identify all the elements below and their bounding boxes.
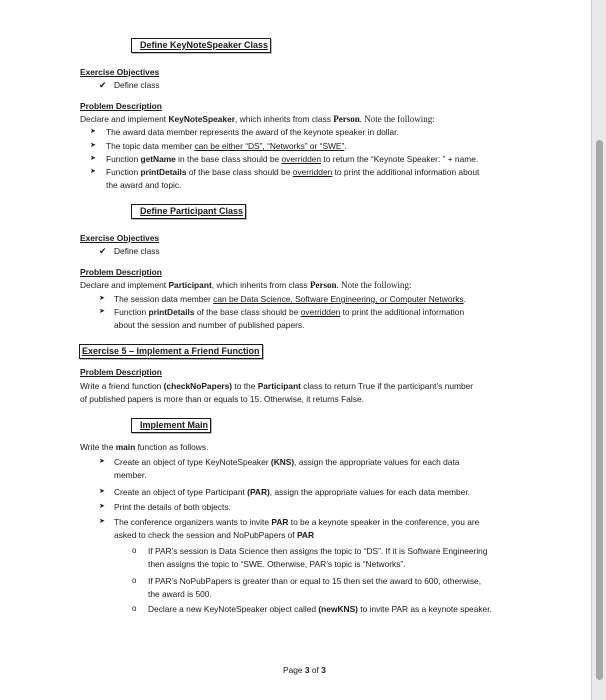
main-bullet-create-kns: Create an object of type KeyNoteSpeaker (KNS), assign the appropriate values for each data (114, 457, 460, 467)
scrollbar-thumb[interactable] (596, 140, 603, 680)
keynote-bullet-award: The award data member represents the award of the keynote speaker in dollar. (106, 127, 399, 137)
checkmark-icon: ✔ (99, 80, 107, 90)
keynote-description: Declare and implement KeyNoteSpeaker, which inherits from class Person. Note the following: (80, 114, 435, 124)
keynote-bullet-printdetails-cont: the award and topic. (106, 180, 182, 190)
main-bullet-print-details: Print the details of both objects. (114, 502, 231, 512)
heading-keynote-class: Define KeyNoteSpeaker Class (131, 38, 271, 53)
participant-bullet-session: The session data member can be Data Science, Software Engineering, or Computer Networks. (114, 294, 466, 304)
circle-bullet-icon: o (132, 604, 137, 613)
heading-participant-class: Define Participant Class (131, 204, 246, 219)
circle-bullet-icon: o (132, 546, 137, 555)
keynote-bullet-printdetails: Function printDetails of the base class should be overridden to print the additional information about (106, 167, 480, 177)
main-sub-award-cont: the award is 500. (148, 589, 212, 599)
keynote-bullet-getname: Function getName in the base class should be overridden to return the “Keynote Speaker: ” + name. (106, 154, 479, 164)
arrow-bullet-icon: ➤ (99, 458, 105, 465)
participant-problem-description-label: Problem Description (80, 267, 162, 277)
main-bullet-invite-cont: asked to check the session and NoPubPapers of PAR (114, 530, 315, 540)
keynote-objective-define-class: Define class (114, 80, 160, 90)
participant-bullet-printdetails: Function printDetails of the base class should be overridden to print the additional information (114, 307, 465, 317)
keynote-problem-description-label: Problem Description (80, 101, 162, 111)
arrow-bullet-icon: ➤ (99, 503, 105, 510)
arrow-bullet-icon: ➤ (90, 168, 96, 175)
arrow-bullet-icon: ➤ (90, 155, 96, 162)
exercise5-problem-description-label: Problem Description (80, 367, 162, 377)
main-bullet-create-par: Create an object of type Participant (PAR), assign the appropriate values for each data member. (114, 487, 470, 497)
arrow-bullet-icon: ➤ (99, 488, 105, 495)
main-sub-award: If PAR’s NoPubPapers is greater than or equal to 15 then set the award to 600, otherwise, (148, 576, 482, 586)
arrow-bullet-icon: ➤ (99, 518, 105, 525)
arrow-bullet-icon: ➤ (99, 295, 105, 302)
keynote-bullet-topic: The topic data member can be either “DS”, “Networks” or “SWE”. (106, 141, 347, 151)
heading-implement-main: Implement Main (131, 418, 211, 433)
exercise5-line-1: Write a friend function (checkNoPapers) to the Participant class to return True if the participant’s number (80, 381, 474, 391)
main-bullet-create-kns-cont: member. (114, 470, 147, 480)
main-bullet-invite: The conference organizers wants to invite PAR to be a keynote speaker in the conference, you are (114, 517, 480, 527)
participant-description: Declare and implement Participant, which inherits from class Person. Note the following: (80, 280, 412, 290)
participant-bullet-printdetails-cont: about the session and number of published papers. (114, 320, 305, 330)
main-sub-new-kns: Declare a new KeyNoteSpeaker object called (newKNS) to invite PAR as a keynote speaker. (148, 604, 492, 614)
circle-bullet-icon: o (132, 576, 137, 585)
participant-objective-define-class: Define class (114, 246, 160, 256)
exercise5-line-2: of published papers is more than or equals to 15. Otherwise, it returns False. (80, 394, 364, 404)
checkmark-icon: ✔ (99, 246, 107, 256)
keynote-exercise-objectives-label: Exercise Objectives (80, 67, 160, 77)
arrow-bullet-icon: ➤ (90, 128, 96, 135)
arrow-bullet-icon: ➤ (99, 308, 105, 315)
vertical-scrollbar[interactable] (591, 0, 606, 700)
arrow-bullet-icon: ➤ (90, 142, 96, 149)
main-intro: Write the main function as follows. (80, 442, 209, 452)
page-number: Page 3 of 3 (283, 665, 326, 675)
main-sub-session-topic-cont: then assigns the topic to “SWE. Otherwise, PAR’s topic is “Networks”. (148, 559, 406, 569)
main-sub-session-topic: If PAR’s session is Data Science then assigns the topic to “DS”. If it is Software Engineering (148, 546, 488, 556)
participant-exercise-objectives-label: Exercise Objectives (80, 233, 160, 243)
heading-exercise5: Exercise 5 – Implement a Friend Function (79, 344, 263, 359)
